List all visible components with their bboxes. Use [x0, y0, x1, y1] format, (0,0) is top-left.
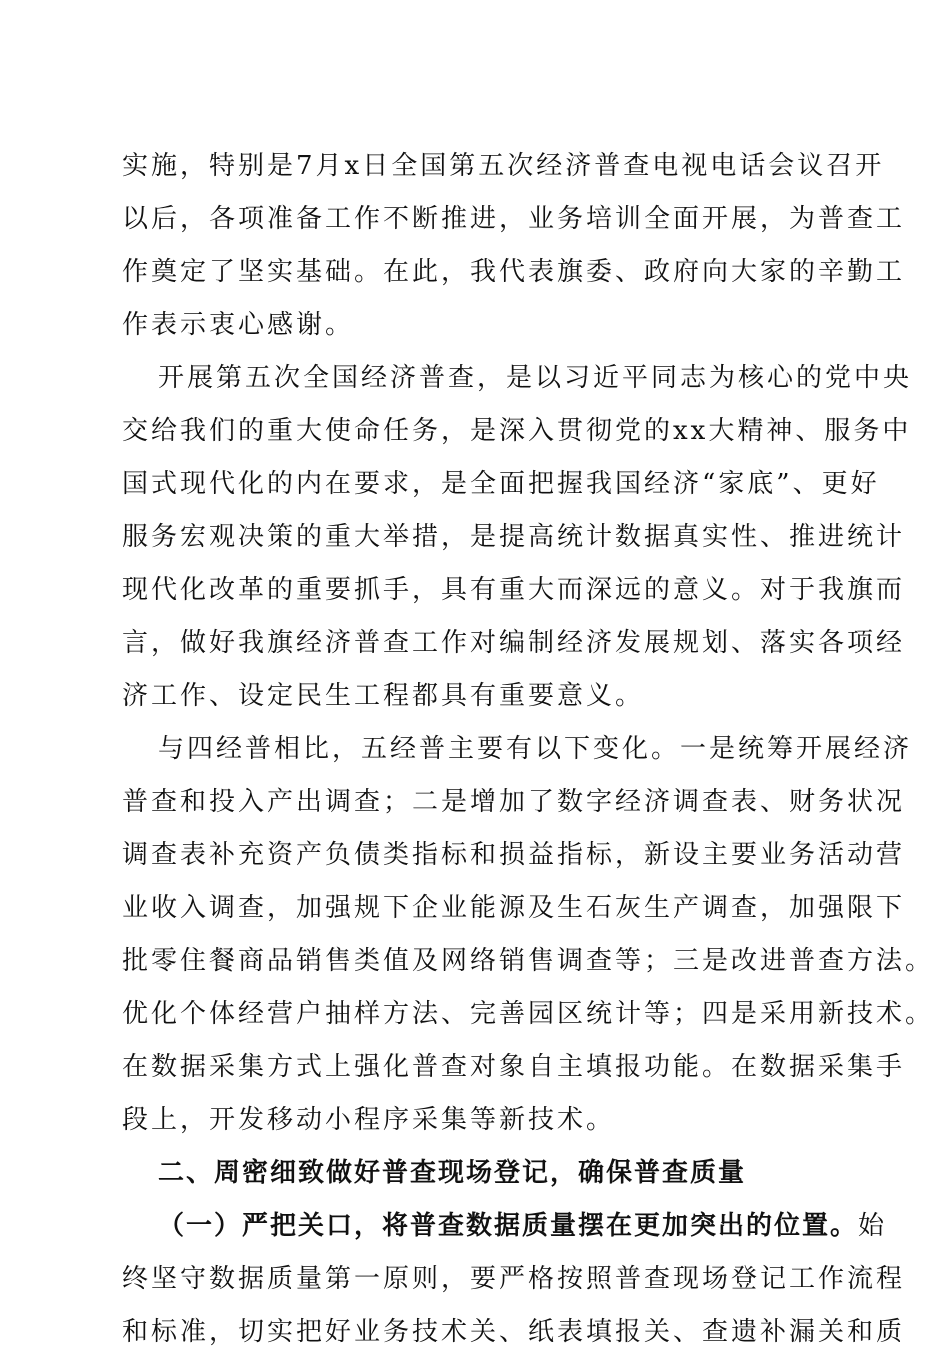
paragraph-2-line-1: 开展第五次全国经济普查，是以习近平同志为核心的党中央	[158, 363, 913, 393]
paragraph-2-line-4: 服务宏观决策的重大举措，是提高统计数据真实性、推进统计	[122, 522, 906, 552]
subsection-title: （一）严把关口，将普查数据质量摆在更加突出的位置。	[158, 1211, 859, 1241]
subsection-continuation: 始	[858, 1211, 888, 1241]
paragraph-3-line-7: 在数据采集方式上强化普查对象自主填报功能。在数据采集手	[122, 1052, 906, 1082]
paragraph-1-line-3: 作奠定了坚实基础。在此，我代表旗委、政府向大家的辛勤工	[122, 257, 906, 287]
document-page	[122, 140, 935, 1359]
paragraph-2-line-7: 济工作、设定民生工程都具有重要意义。	[122, 681, 645, 711]
paragraph-2-line-6: 言，做好我旗经济普查工作对编制经济发展规划、落实各项经	[122, 628, 906, 658]
paragraph-2-line-2: 交给我们的重大使命任务，是深入贯彻党的xx大精神、服务中	[122, 416, 912, 446]
paragraph-3-line-3: 调查表补充资产负债类指标和损益指标，新设主要业务活动营	[122, 840, 906, 870]
paragraph-1-line-1: 实施，特别是7月x日全国第五次经济普查电视电话会议召开	[122, 151, 885, 181]
paragraph-3-line-1: 与四经普相比，五经普主要有以下变化。一是统筹开展经济	[158, 734, 913, 764]
paragraph-3-line-5: 批零住餐商品销售类值及网络销售调查等；三是改进普查方法。	[122, 946, 935, 976]
paragraph-4-line-2: 终坚守数据质量第一原则，要严格按照普查现场登记工作流程	[122, 1264, 906, 1294]
paragraph-4-line-1	[122, 1200, 888, 1253]
paragraph-3-line-2: 普查和投入产出调查；二是增加了数字经济调查表、财务状况	[122, 787, 906, 817]
section-heading: 二、周密细致做好普查现场登记，确保普查质量	[158, 1158, 747, 1188]
paragraph-2-line-5: 现代化改革的重要抓手，具有重大而深远的意义。对于我旗而	[122, 575, 906, 605]
paragraph-1-line-4: 作表示衷心感谢。	[122, 310, 355, 340]
paragraph-2-line-3: 国式现代化的内在要求，是全面把握我国经济“家底”、更好	[122, 469, 880, 499]
paragraph-3-line-6: 优化个体经营户抽样方法、完善园区统计等；四是采用新技术。	[122, 999, 935, 1029]
paragraph-1-line-2: 以后，各项准备工作不断推进，业务培训全面开展，为普查工	[122, 204, 906, 234]
paragraph-3-line-4: 业收入调查，加强规下企业能源及生石灰生产调查，加强限下	[122, 893, 906, 923]
paragraph-3-line-8: 段上，开发移动小程序采集等新技术。	[122, 1105, 616, 1135]
paragraph-4-line-3: 和标准，切实把好业务技术关、纸表填报关、查遗补漏关和质	[122, 1317, 906, 1347]
